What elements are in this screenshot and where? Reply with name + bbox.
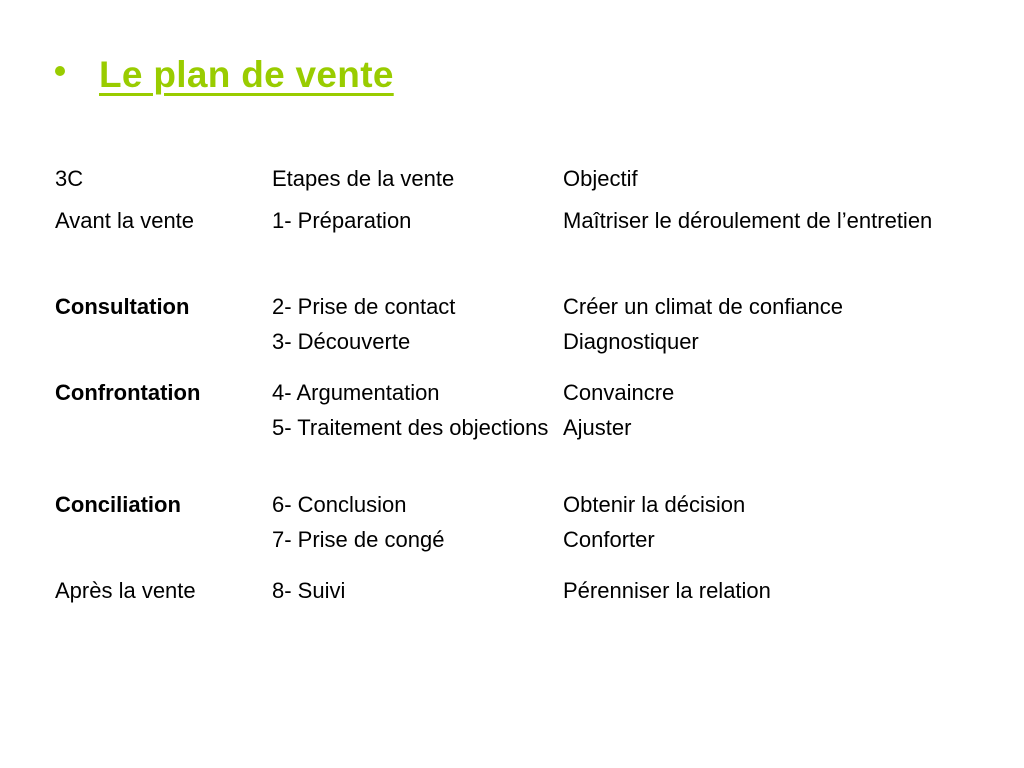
sales-plan-table xyxy=(55,162,955,616)
phase-cell: Confrontation xyxy=(55,380,201,405)
steps-cell xyxy=(272,292,563,356)
objective-text: Ajuster xyxy=(563,415,632,440)
objective-text: Convaincre xyxy=(563,380,675,405)
objective-text: Conforter xyxy=(563,527,655,552)
phase-cell: Conciliation xyxy=(55,492,181,517)
header-cell-objectif: Objectif xyxy=(563,166,638,191)
objective-cell xyxy=(563,490,955,554)
step-text: 4- Argumentation xyxy=(272,380,440,405)
step-text: 2- Prise de contact xyxy=(272,294,456,319)
header-cell-etapes: Etapes de la vente xyxy=(272,166,455,191)
slide-title: Le plan de vente xyxy=(99,54,394,95)
header-cell-3c: 3C xyxy=(55,166,84,191)
table-row xyxy=(55,288,955,374)
phase-cell: Après la vente xyxy=(55,578,196,603)
step-text: 1- Préparation xyxy=(272,208,412,233)
objective-cell xyxy=(563,378,955,442)
table-header-row xyxy=(55,162,955,202)
steps-cell xyxy=(272,490,563,554)
phase-cell: Consultation xyxy=(55,294,190,319)
phase-cell: Avant la vente xyxy=(55,208,195,233)
table-row xyxy=(55,374,955,486)
steps-cell xyxy=(272,206,563,235)
objective-text: Maîtriser le déroulement de l’entretien xyxy=(563,208,933,233)
objective-cell xyxy=(563,576,955,605)
objective-text: Diagnostiquer xyxy=(563,329,699,354)
step-text: 6- Conclusion xyxy=(272,492,407,517)
steps-cell xyxy=(272,576,563,605)
table-row xyxy=(55,202,955,288)
objective-cell xyxy=(563,206,955,235)
step-text: 5- Traitement des objections xyxy=(272,415,549,440)
table-row xyxy=(55,570,955,616)
slide-title-row xyxy=(55,50,394,100)
steps-cell xyxy=(272,378,563,442)
objective-text: Obtenir la décision xyxy=(563,492,746,517)
bullet-icon xyxy=(55,66,65,76)
step-text: 7- Prise de congé xyxy=(272,527,445,552)
table-row xyxy=(55,486,955,570)
step-text: 3- Découverte xyxy=(272,329,411,354)
objective-text: Pérenniser la relation xyxy=(563,578,771,603)
objective-cell xyxy=(563,292,955,356)
step-text: 8- Suivi xyxy=(272,578,346,603)
objective-text: Créer un climat de confiance xyxy=(563,294,844,319)
